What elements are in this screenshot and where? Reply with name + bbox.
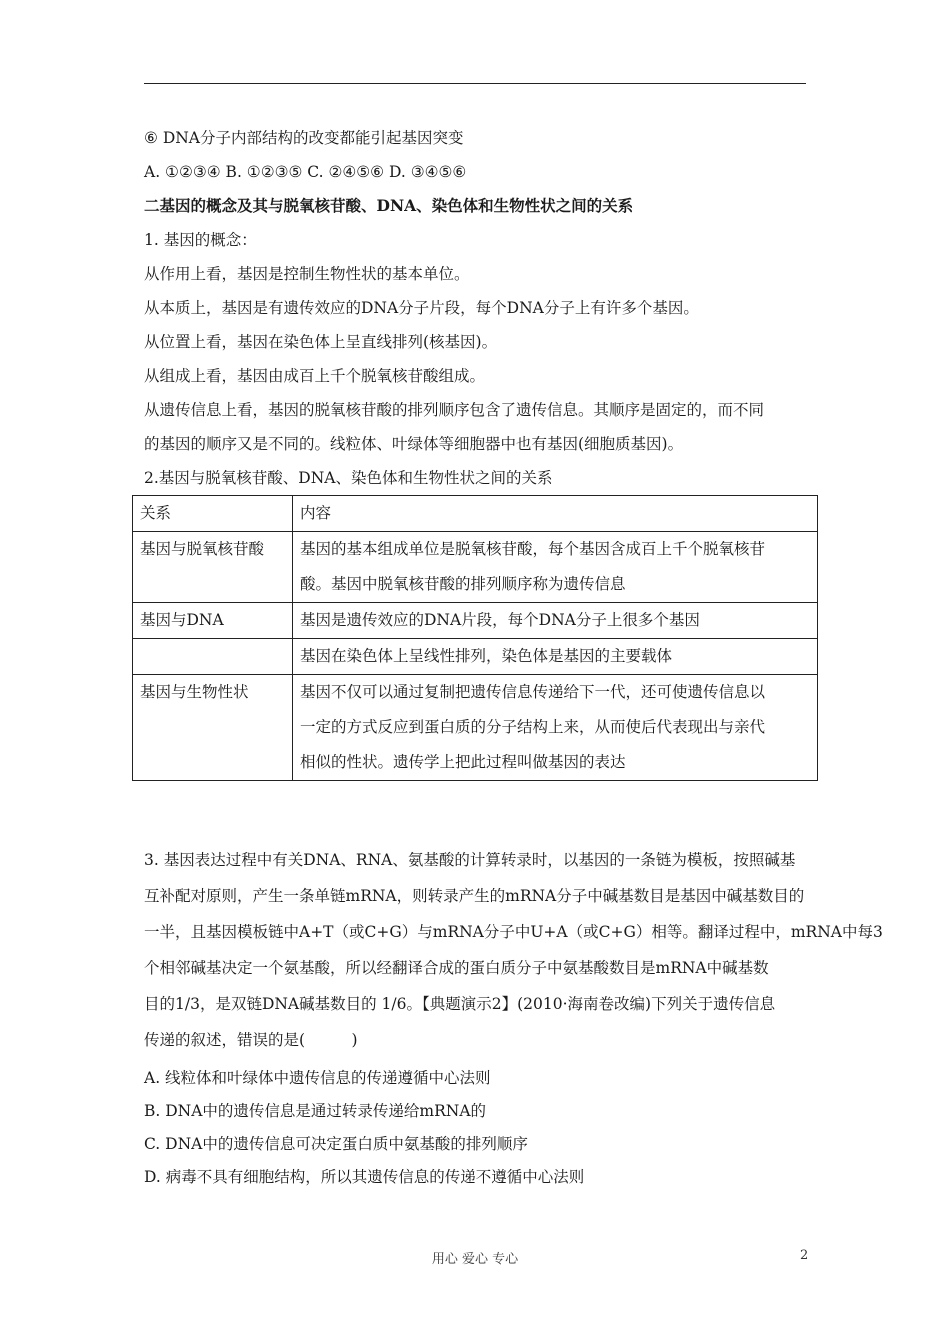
paragraph-line: 1. 基因的概念：: [144, 231, 257, 249]
table-caption: 2.基因与脱氧核苷酸、DNA、染色体和生物性状之间的关系: [144, 469, 553, 487]
paragraph-line: 一半，且基因模板链中A+T（或C+G）与mRNA分子中U+A（或C+G）相等。翻译过程中，mRNA中每3: [144, 923, 883, 941]
paragraph-line: 从位置上看，基因在染色体上呈直线排列(核基因)。: [144, 333, 498, 351]
gene-relations-table: [132, 495, 818, 781]
option-b: B. DNA中的遗传信息是通过转录传递给mRNA的: [144, 1102, 487, 1120]
option-a: A. 线粒体和叶绿体中遗传信息的传递遵循中心法则: [144, 1069, 491, 1087]
header-cell-content: 内容: [293, 496, 818, 532]
relation-cell: 基因与脱氧核苷酸: [133, 532, 293, 603]
paragraph-line: 互补配对原则，产生一条单链mRNA，则转录产生的mRNA分子中碱基数目是基因中碱基数目的: [144, 887, 805, 905]
content-line: 基因的基本组成单位是脱氧核苷酸，每个基因含成百上千个脱氧核苷: [300, 540, 766, 558]
option-6-line: ⑥ DNA分子内部结构的改变都能引起基因突变: [144, 129, 464, 147]
footer-slogan: 用心 爱心 专心: [431, 1252, 519, 1267]
paragraph-line: 从作用上看，基因是控制生物性状的基本单位。: [144, 265, 470, 283]
content-line: 基因在染色体上呈线性排列，染色体是基因的主要载体: [300, 647, 673, 665]
paragraph-line: 从本质上，基因是有遗传效应的DNA分子片段，每个DNA分子上有许多个基因。: [144, 299, 699, 317]
table-row: [133, 603, 818, 639]
paragraph-line: 个相邻碱基决定一个氨基酸，所以经翻译合成的蛋白质分子中氨基酸数目是mRNA中碱基数: [144, 959, 769, 977]
paragraph-line: 3. 基因表达过程中有关DNA、RNA、氨基酸的计算转录时，以基因的一条链为模板，按照碱基: [144, 851, 796, 869]
question-stem-line: 传递的叙述，错误的是( ): [144, 1031, 358, 1049]
option-d: D. 病毒不具有细胞结构，所以其遗传信息的传递不遵循中心法则: [144, 1168, 585, 1186]
header-rule: [144, 83, 806, 84]
table-row: [133, 639, 818, 675]
section-heading: 二基因的概念及其与脱氧核苷酸、DNA、染色体和生物性状之间的关系: [144, 196, 634, 215]
content-line: 相似的性状。遗传学上把此过程叫做基因的表达: [300, 753, 626, 771]
table-row: [133, 675, 818, 781]
page-number: 2: [800, 1248, 809, 1263]
table-row: [133, 532, 818, 603]
paragraph-line: 从组成上看，基因由成百上千个脱氧核苷酸组成。: [144, 367, 486, 385]
table-header-row: [133, 496, 818, 532]
content-cell: [293, 603, 818, 639]
answer-choices-line: A. ①②③④ B. ①②③⑤ C. ②④⑤⑥ D. ③④⑤⑥: [144, 163, 467, 181]
content-cell: [293, 532, 818, 603]
content-line: 基因是遗传效应的DNA片段，每个DNA分子上很多个基因: [300, 611, 700, 629]
content-line: 酸。基因中脱氧核苷酸的排列顺序称为遗传信息: [300, 575, 626, 593]
content-cell: [293, 639, 818, 675]
relation-cell: [133, 639, 293, 675]
paragraph-line: 目的1/3，是双链DNA碱基数目的 1/6。【典题演示2】(2010·海南卷改编)下列关于遗传信息: [144, 995, 776, 1013]
option-c: C. DNA中的遗传信息可决定蛋白质中氨基酸的排列顺序: [144, 1135, 528, 1153]
relation-cell: 基因与生物性状: [133, 675, 293, 781]
content-cell: [293, 675, 818, 781]
paragraph-line: 从遗传信息上看，基因的脱氧核苷酸的排列顺序包含了遗传信息。其顺序是固定的，而不同: [144, 401, 765, 419]
content-line: 一定的方式反应到蛋白质的分子结构上来，从而使后代表现出与亲代: [300, 718, 766, 736]
header-cell-relation: 关系: [133, 496, 293, 532]
content-line: 基因不仅可以通过复制把遗传信息传递给下一代，还可使遗传信息以: [300, 683, 766, 701]
paragraph-line: 的基因的顺序又是不同的。线粒体、叶绿体等细胞器中也有基因(细胞质基因)。: [144, 435, 684, 453]
relation-cell: 基因与DNA: [133, 603, 293, 639]
